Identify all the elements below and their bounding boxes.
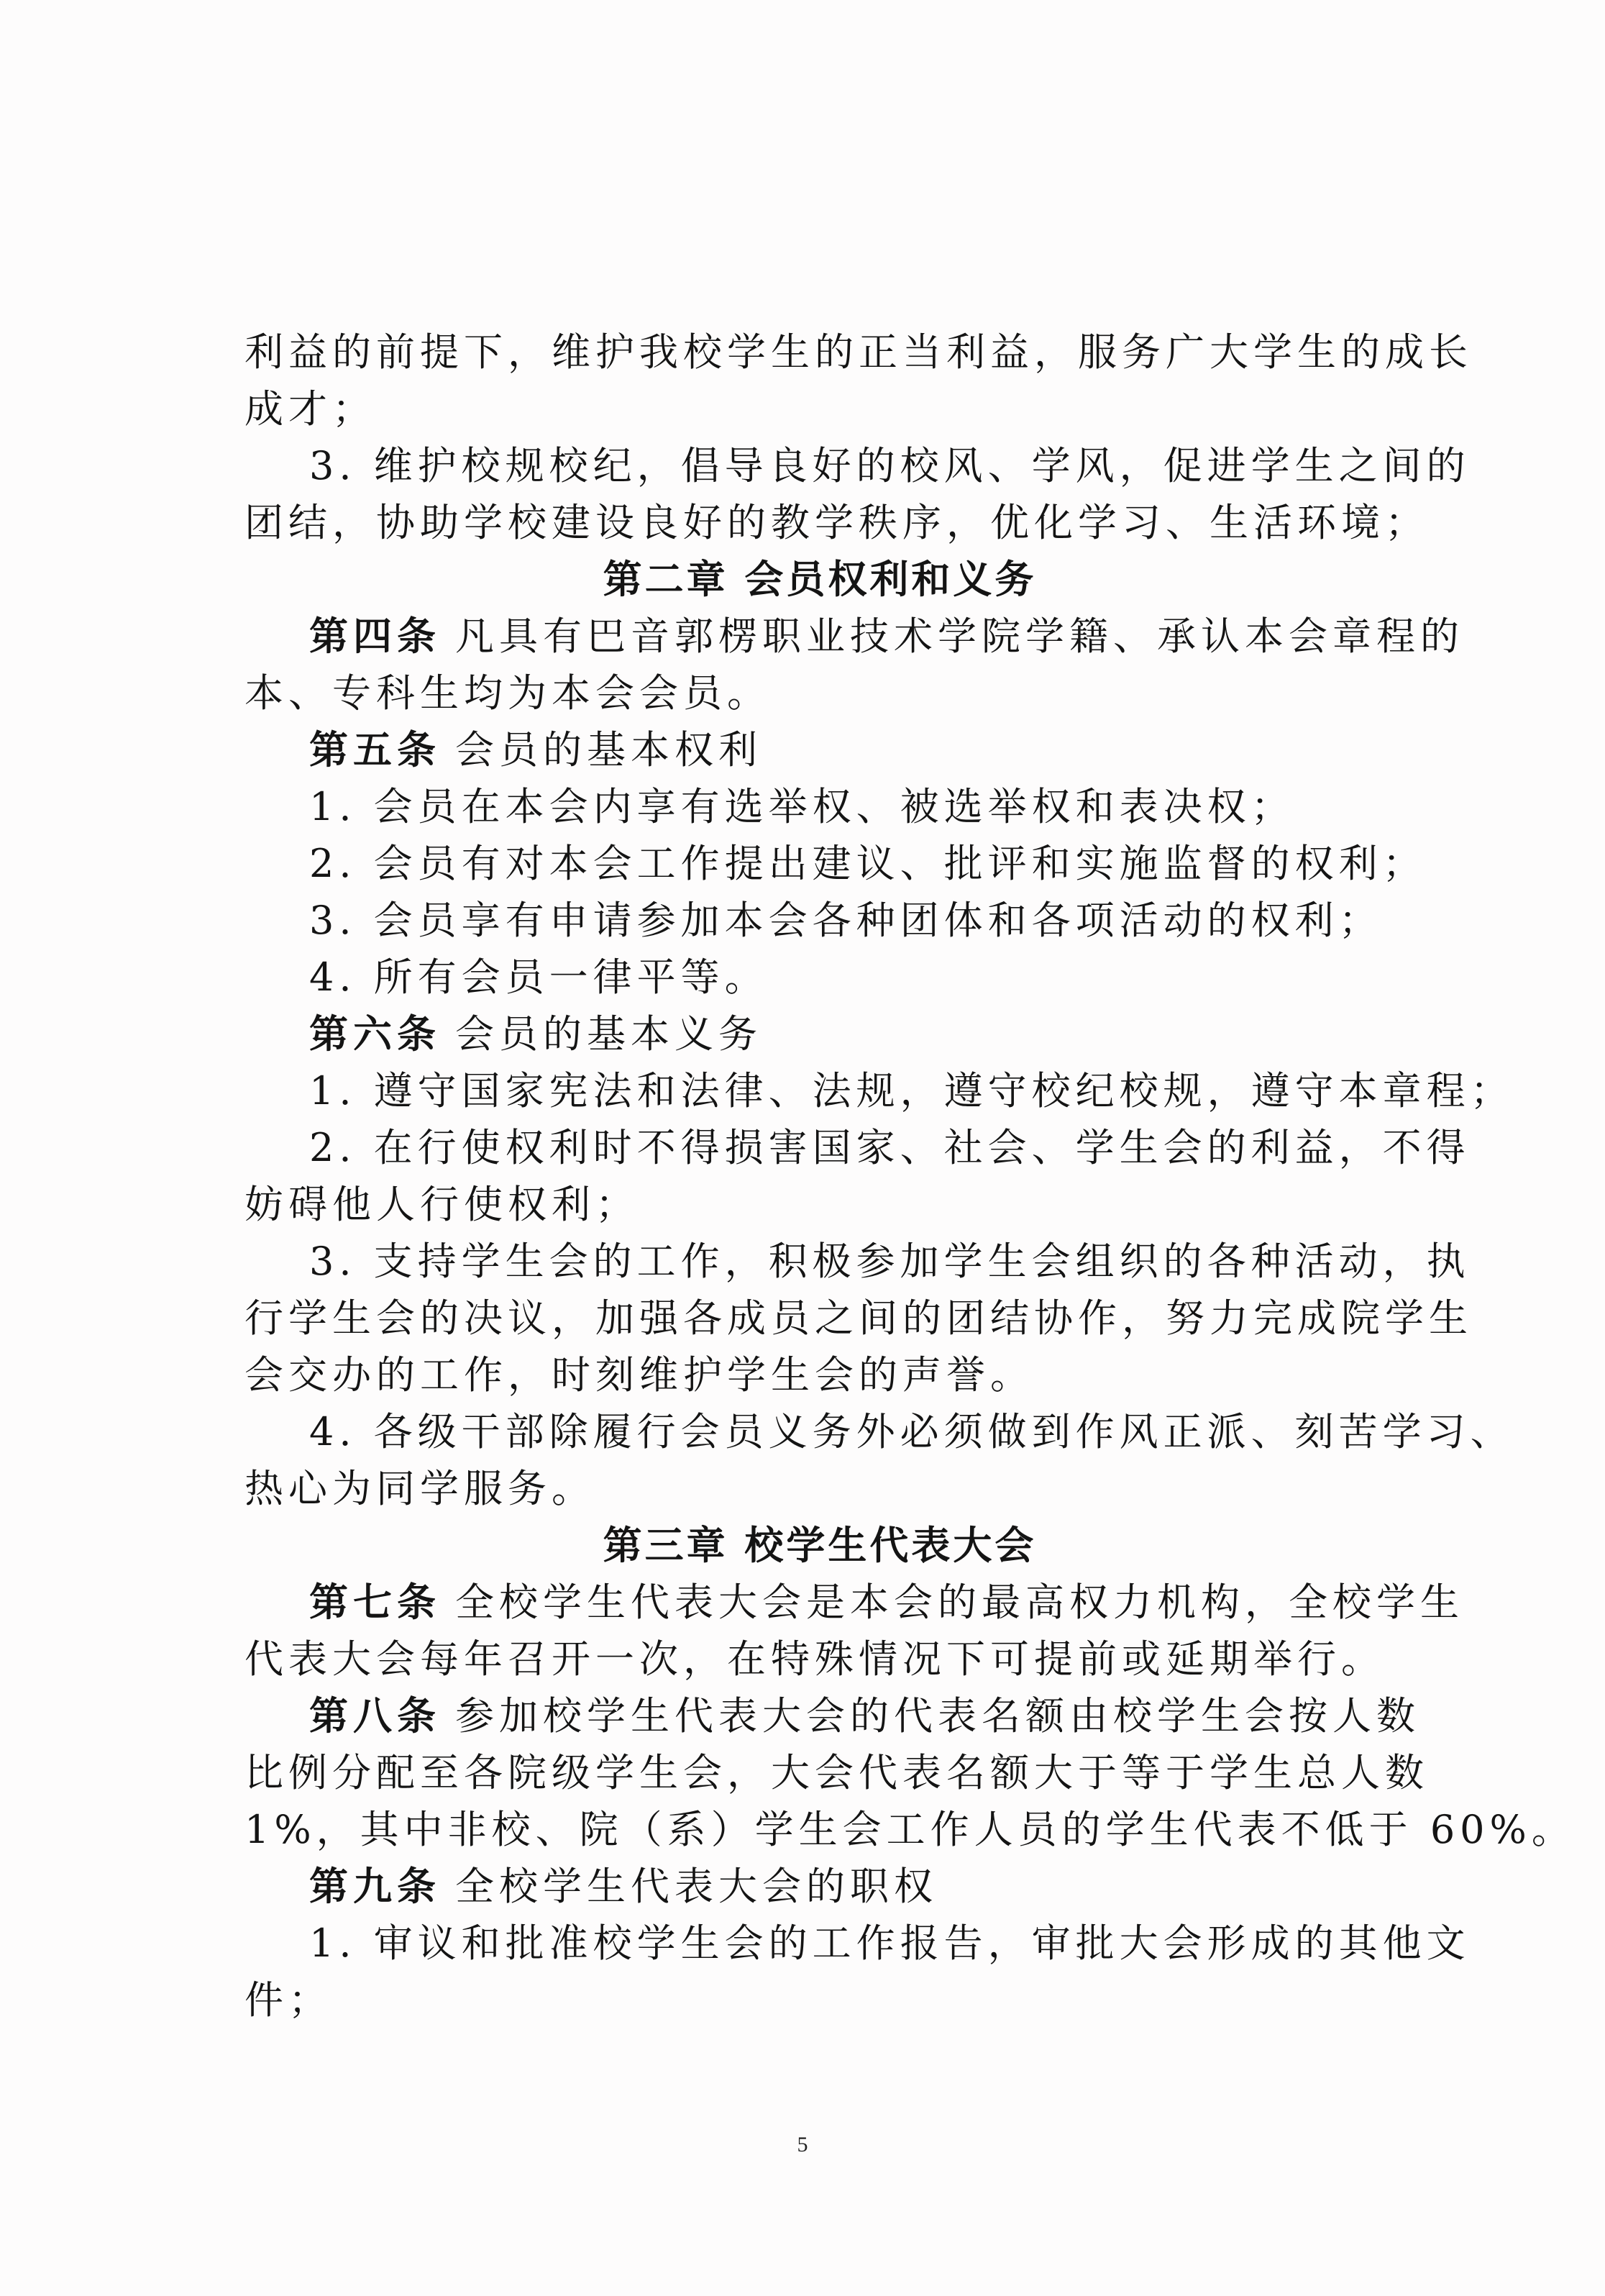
text-line: 1. 审议和批准校学生会的工作报告，审批大会形成的其他文	[309, 1921, 1471, 1966]
text-line: 利益的前提下，维护我校学生的正当利益，服务广大学生的成长	[244, 329, 1473, 375]
article-text: 参加校学生代表大会的代表名额由校学生会按人数	[455, 1693, 1420, 1739]
text-line: 4. 各级干部除履行会员义务外必须做到作风正派、刻苦学习、	[309, 1409, 1514, 1454]
text-line: 妨碍他人行使权利；	[244, 1182, 639, 1227]
text-line: 1. 遵守国家宪法和法律、法规，遵守校纪校规，遵守本章程；	[309, 1068, 1514, 1113]
text-line: 热心为同学服务。	[244, 1466, 595, 1511]
article-label: 第七条	[309, 1579, 441, 1625]
text-line: 4. 所有会员一律平等。	[309, 955, 769, 1000]
article-text: 凡具有巴音郭楞职业技术学院学籍、承认本会章程的	[455, 614, 1464, 659]
text-line: 3. 支持学生会的工作，积极参加学生会组织的各种活动，执	[309, 1239, 1471, 1284]
article-line	[244, 1858, 1395, 1915]
article-label: 第八条	[309, 1693, 441, 1739]
article-text: 全校学生代表大会的职权	[455, 1864, 938, 1909]
article-label: 第六条	[309, 1011, 441, 1057]
article-text: 全校学生代表大会是本会的最高权力机构，全校学生	[455, 1580, 1464, 1625]
text-line: 2. 在行使权利时不得损害国家、社会、学生会的利益，不得	[309, 1125, 1471, 1170]
text-line: 会交办的工作，时刻维护学生会的声誉。	[244, 1352, 1034, 1398]
article-label: 第九条	[309, 1863, 441, 1909]
chapter-heading: 第二章 会员权利和义务	[603, 556, 1037, 602]
text-line: 代表大会每年召开一次，在特殊情况下可提前或延期举行。	[244, 1636, 1385, 1682]
article-line	[244, 1687, 1420, 1744]
text-line: 成才；	[244, 386, 376, 432]
page-number: 5	[797, 2133, 808, 2156]
text-line: 3. 维护校规校纪，倡导良好的校风、学风，促进学生之间的	[309, 443, 1471, 488]
article-label: 第四条	[309, 613, 441, 659]
text-line: 行学生会的决议，加强各成员之间的团结协作，努力完成院学生	[244, 1295, 1473, 1341]
text-line: 比例分配至各院级学生会，大会代表名额大于等于学生总人数	[244, 1750, 1429, 1795]
article-line	[244, 721, 1395, 778]
text-line: 2. 会员有对本会工作提出建议、批评和实施监督的权利；	[309, 841, 1427, 886]
chapter-heading: 第三章 校学生代表大会	[603, 1522, 1037, 1568]
text-line: 1. 会员在本会内享有选举权、被选举权和表决权；	[309, 784, 1295, 829]
article-line	[244, 1574, 1464, 1631]
text-line: 本、专科生均为本会会员。	[244, 670, 771, 716]
body-text	[244, 324, 1576, 2028]
article-line	[244, 1006, 1395, 1062]
article-text: 会员的基本权利	[455, 727, 762, 773]
text-line: 件；	[244, 1977, 332, 2023]
article-label: 第五条	[309, 726, 441, 773]
text-line: 1%，其中非校、院（系）学生会工作人员的学生代表不低于 60%。	[244, 1807, 1576, 1852]
text-line: 团结，协助学校建设良好的教学秩序，优化学习、生活环境；	[244, 500, 1429, 545]
text-line: 3. 会员享有申请参加本会各种团体和各项活动的权利；	[309, 898, 1383, 943]
article-text: 会员的基本义务	[455, 1011, 762, 1057]
article-line	[244, 608, 1464, 665]
